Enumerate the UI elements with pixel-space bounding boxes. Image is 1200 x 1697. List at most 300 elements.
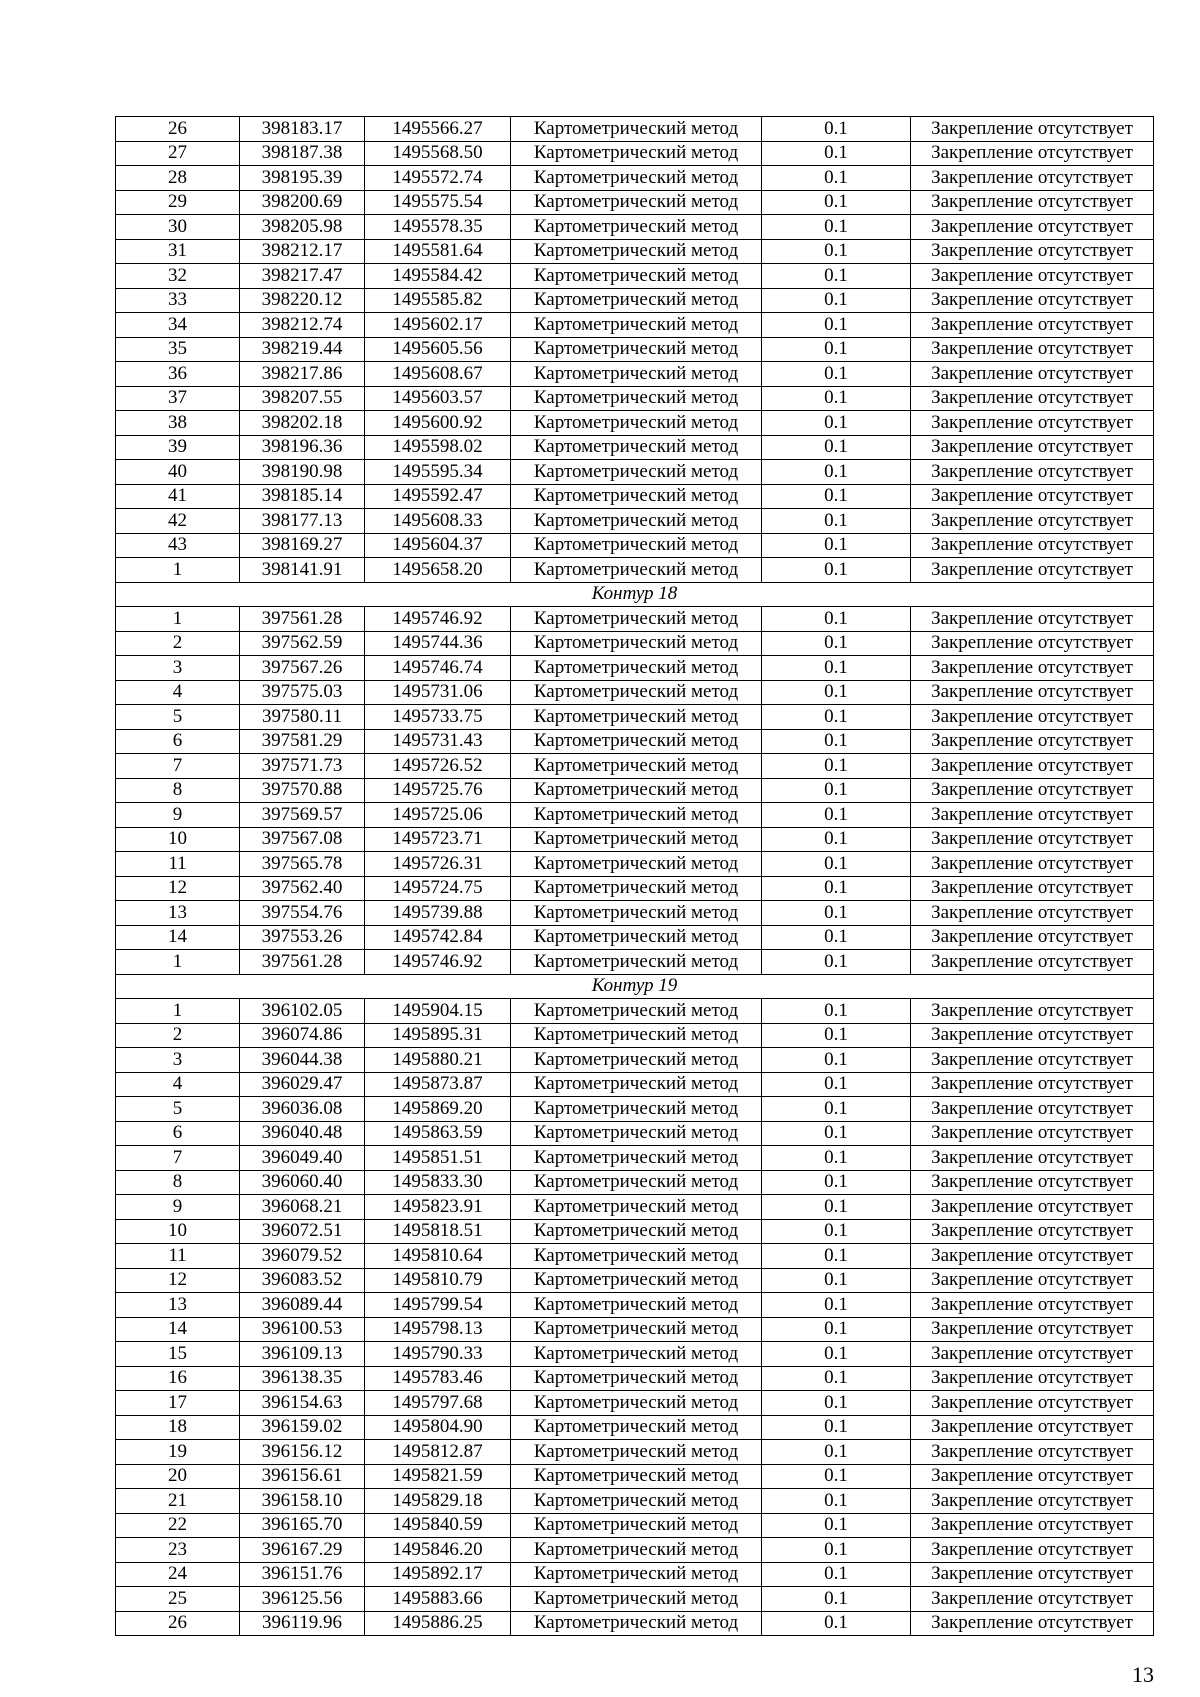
- method-cell: Картометрический метод: [511, 1587, 762, 1612]
- point-number-cell: 14: [116, 1317, 240, 1342]
- y-coordinate-cell: 1495798.13: [365, 1317, 511, 1342]
- fixing-cell: Закрепление отсутствует: [911, 435, 1154, 460]
- precision-cell: 0.1: [762, 1023, 911, 1048]
- point-number-cell: 32: [116, 264, 240, 289]
- table-row: [116, 680, 1154, 705]
- table-row: [116, 411, 1154, 436]
- point-number-cell: 13: [116, 1293, 240, 1318]
- precision-cell: 0.1: [762, 1121, 911, 1146]
- fixing-cell: Закрепление отсутствует: [911, 117, 1154, 142]
- point-number-cell: 8: [116, 778, 240, 803]
- x-coordinate-cell: 396154.63: [240, 1391, 365, 1416]
- point-number-cell: 1: [116, 950, 240, 975]
- x-coordinate-cell: 397554.76: [240, 901, 365, 926]
- method-cell: Картометрический метод: [511, 1146, 762, 1171]
- table-row: [116, 1464, 1154, 1489]
- point-number-cell: 33: [116, 288, 240, 313]
- table-row: [116, 509, 1154, 534]
- point-number-cell: 29: [116, 190, 240, 215]
- precision-cell: 0.1: [762, 435, 911, 460]
- point-number-cell: 20: [116, 1464, 240, 1489]
- x-coordinate-cell: 396049.40: [240, 1146, 365, 1171]
- precision-cell: 0.1: [762, 313, 911, 338]
- point-number-cell: 6: [116, 1121, 240, 1146]
- y-coordinate-cell: 1495733.75: [365, 705, 511, 730]
- precision-cell: 0.1: [762, 1170, 911, 1195]
- precision-cell: 0.1: [762, 1538, 911, 1563]
- x-coordinate-cell: 396151.76: [240, 1562, 365, 1587]
- table-row: [116, 852, 1154, 877]
- fixing-cell: Закрепление отсутствует: [911, 656, 1154, 681]
- precision-cell: 0.1: [762, 411, 911, 436]
- precision-cell: 0.1: [762, 852, 911, 877]
- fixing-cell: Закрепление отсутствует: [911, 803, 1154, 828]
- x-coordinate-cell: 397570.88: [240, 778, 365, 803]
- precision-cell: 0.1: [762, 533, 911, 558]
- fixing-cell: Закрепление отсутствует: [911, 1611, 1154, 1636]
- point-number-cell: 37: [116, 386, 240, 411]
- point-number-cell: 4: [116, 680, 240, 705]
- x-coordinate-cell: 397567.26: [240, 656, 365, 681]
- fixing-cell: Закрепление отсутствует: [911, 754, 1154, 779]
- x-coordinate-cell: 396156.61: [240, 1464, 365, 1489]
- precision-cell: 0.1: [762, 1244, 911, 1269]
- fixing-cell: Закрепление отсутствует: [911, 1538, 1154, 1563]
- method-cell: Картометрический метод: [511, 680, 762, 705]
- fixing-cell: Закрепление отсутствует: [911, 337, 1154, 362]
- table-row: [116, 558, 1154, 583]
- y-coordinate-cell: 1495904.15: [365, 999, 511, 1024]
- precision-cell: 0.1: [762, 1391, 911, 1416]
- point-number-cell: 16: [116, 1366, 240, 1391]
- fixing-cell: Закрепление отсутствует: [911, 680, 1154, 705]
- y-coordinate-cell: 1495575.54: [365, 190, 511, 215]
- y-coordinate-cell: 1495744.36: [365, 631, 511, 656]
- table-row: [116, 141, 1154, 166]
- y-coordinate-cell: 1495602.17: [365, 313, 511, 338]
- x-coordinate-cell: 396068.21: [240, 1195, 365, 1220]
- precision-cell: 0.1: [762, 215, 911, 240]
- fixing-cell: Закрепление отсутствует: [911, 411, 1154, 436]
- precision-cell: 0.1: [762, 264, 911, 289]
- x-coordinate-cell: 397569.57: [240, 803, 365, 828]
- point-number-cell: 34: [116, 313, 240, 338]
- fixing-cell: Закрепление отсутствует: [911, 239, 1154, 264]
- point-number-cell: 24: [116, 1562, 240, 1587]
- precision-cell: 0.1: [762, 1513, 911, 1538]
- precision-cell: 0.1: [762, 190, 911, 215]
- y-coordinate-cell: 1495578.35: [365, 215, 511, 240]
- method-cell: Картометрический метод: [511, 1072, 762, 1097]
- point-number-cell: 42: [116, 509, 240, 534]
- precision-cell: 0.1: [762, 778, 911, 803]
- table-row: [116, 1317, 1154, 1342]
- method-cell: Картометрический метод: [511, 362, 762, 387]
- fixing-cell: Закрепление отсутствует: [911, 1023, 1154, 1048]
- precision-cell: 0.1: [762, 386, 911, 411]
- fixing-cell: Закрепление отсутствует: [911, 288, 1154, 313]
- point-number-cell: 5: [116, 1097, 240, 1122]
- point-number-cell: 10: [116, 1219, 240, 1244]
- x-coordinate-cell: 398195.39: [240, 166, 365, 191]
- point-number-cell: 9: [116, 803, 240, 828]
- table-row: [116, 239, 1154, 264]
- x-coordinate-cell: 398183.17: [240, 117, 365, 142]
- fixing-cell: Закрепление отсутствует: [911, 999, 1154, 1024]
- y-coordinate-cell: 1495603.57: [365, 386, 511, 411]
- table-row: [116, 729, 1154, 754]
- x-coordinate-cell: 396029.47: [240, 1072, 365, 1097]
- table-row: [116, 190, 1154, 215]
- method-cell: Картометрический метод: [511, 1489, 762, 1514]
- y-coordinate-cell: 1495584.42: [365, 264, 511, 289]
- method-cell: Картометрический метод: [511, 803, 762, 828]
- method-cell: Картометрический метод: [511, 1268, 762, 1293]
- precision-cell: 0.1: [762, 901, 911, 926]
- point-number-cell: 11: [116, 852, 240, 877]
- y-coordinate-cell: 1495840.59: [365, 1513, 511, 1538]
- method-cell: Картометрический метод: [511, 876, 762, 901]
- method-cell: Картометрический метод: [511, 1170, 762, 1195]
- table-row: [116, 337, 1154, 362]
- y-coordinate-cell: 1495812.87: [365, 1440, 511, 1465]
- table-row: [116, 1440, 1154, 1465]
- x-coordinate-cell: 396089.44: [240, 1293, 365, 1318]
- table-row: [116, 1366, 1154, 1391]
- precision-cell: 0.1: [762, 337, 911, 362]
- x-coordinate-cell: 398200.69: [240, 190, 365, 215]
- point-number-cell: 36: [116, 362, 240, 387]
- precision-cell: 0.1: [762, 999, 911, 1024]
- table-row: [116, 533, 1154, 558]
- precision-cell: 0.1: [762, 166, 911, 191]
- precision-cell: 0.1: [762, 1195, 911, 1220]
- point-number-cell: 38: [116, 411, 240, 436]
- table-row: [116, 1023, 1154, 1048]
- precision-cell: 0.1: [762, 607, 911, 632]
- table-row: [116, 1342, 1154, 1367]
- method-cell: Картометрический метод: [511, 925, 762, 950]
- table-row: [116, 950, 1154, 975]
- y-coordinate-cell: 1495592.47: [365, 484, 511, 509]
- y-coordinate-cell: 1495731.43: [365, 729, 511, 754]
- precision-cell: 0.1: [762, 1366, 911, 1391]
- table-row: [116, 631, 1154, 656]
- point-number-cell: 3: [116, 1048, 240, 1073]
- x-coordinate-cell: 397580.11: [240, 705, 365, 730]
- point-number-cell: 19: [116, 1440, 240, 1465]
- y-coordinate-cell: 1495823.91: [365, 1195, 511, 1220]
- fixing-cell: Закрепление отсутствует: [911, 1317, 1154, 1342]
- section-row: [116, 582, 1154, 607]
- method-cell: Картометрический метод: [511, 411, 762, 436]
- precision-cell: 0.1: [762, 117, 911, 142]
- x-coordinate-cell: 397561.28: [240, 950, 365, 975]
- method-cell: Картометрический метод: [511, 1562, 762, 1587]
- method-cell: Картометрический метод: [511, 509, 762, 534]
- point-number-cell: 31: [116, 239, 240, 264]
- method-cell: Картометрический метод: [511, 558, 762, 583]
- x-coordinate-cell: 396074.86: [240, 1023, 365, 1048]
- y-coordinate-cell: 1495799.54: [365, 1293, 511, 1318]
- x-coordinate-cell: 397562.59: [240, 631, 365, 656]
- method-cell: Картометрический метод: [511, 1440, 762, 1465]
- y-coordinate-cell: 1495566.27: [365, 117, 511, 142]
- method-cell: Картометрический метод: [511, 656, 762, 681]
- x-coordinate-cell: 396079.52: [240, 1244, 365, 1269]
- method-cell: Картометрический метод: [511, 1342, 762, 1367]
- method-cell: Картометрический метод: [511, 117, 762, 142]
- table-row: [116, 1268, 1154, 1293]
- y-coordinate-cell: 1495746.74: [365, 656, 511, 681]
- table-row: [116, 313, 1154, 338]
- table-row: [116, 1513, 1154, 1538]
- precision-cell: 0.1: [762, 1415, 911, 1440]
- point-number-cell: 26: [116, 1611, 240, 1636]
- x-coordinate-cell: 396156.12: [240, 1440, 365, 1465]
- y-coordinate-cell: 1495804.90: [365, 1415, 511, 1440]
- precision-cell: 0.1: [762, 1146, 911, 1171]
- y-coordinate-cell: 1495726.31: [365, 852, 511, 877]
- y-coordinate-cell: 1495723.71: [365, 827, 511, 852]
- fixing-cell: Закрепление отсутствует: [911, 264, 1154, 289]
- x-coordinate-cell: 397565.78: [240, 852, 365, 877]
- x-coordinate-cell: 398219.44: [240, 337, 365, 362]
- precision-cell: 0.1: [762, 1611, 911, 1636]
- point-number-cell: 27: [116, 141, 240, 166]
- table-row: [116, 1489, 1154, 1514]
- x-coordinate-cell: 398196.36: [240, 435, 365, 460]
- point-number-cell: 14: [116, 925, 240, 950]
- table-row: [116, 876, 1154, 901]
- table-row: [116, 827, 1154, 852]
- x-coordinate-cell: 398212.17: [240, 239, 365, 264]
- method-cell: Картометрический метод: [511, 386, 762, 411]
- point-number-cell: 39: [116, 435, 240, 460]
- method-cell: Картометрический метод: [511, 215, 762, 240]
- y-coordinate-cell: 1495731.06: [365, 680, 511, 705]
- method-cell: Картометрический метод: [511, 778, 762, 803]
- fixing-cell: Закрепление отсутствует: [911, 1121, 1154, 1146]
- precision-cell: 0.1: [762, 362, 911, 387]
- fixing-cell: Закрепление отсутствует: [911, 901, 1154, 926]
- y-coordinate-cell: 1495746.92: [365, 607, 511, 632]
- precision-cell: 0.1: [762, 141, 911, 166]
- x-coordinate-cell: 397553.26: [240, 925, 365, 950]
- table-row: [116, 1121, 1154, 1146]
- page-number: 13: [1132, 1662, 1154, 1687]
- x-coordinate-cell: 396040.48: [240, 1121, 365, 1146]
- fixing-cell: Закрепление отсутствует: [911, 1489, 1154, 1514]
- x-coordinate-cell: 397562.40: [240, 876, 365, 901]
- point-number-cell: 15: [116, 1342, 240, 1367]
- point-number-cell: 4: [116, 1072, 240, 1097]
- y-coordinate-cell: 1495783.46: [365, 1366, 511, 1391]
- fixing-cell: Закрепление отсутствует: [911, 1268, 1154, 1293]
- x-coordinate-cell: 398185.14: [240, 484, 365, 509]
- y-coordinate-cell: 1495829.18: [365, 1489, 511, 1514]
- method-cell: Картометрический метод: [511, 435, 762, 460]
- x-coordinate-cell: 396159.02: [240, 1415, 365, 1440]
- method-cell: Картометрический метод: [511, 950, 762, 975]
- coordinates-table-body: [116, 117, 1154, 1636]
- table-row: [116, 1415, 1154, 1440]
- y-coordinate-cell: 1495821.59: [365, 1464, 511, 1489]
- fixing-cell: Закрепление отсутствует: [911, 1072, 1154, 1097]
- point-number-cell: 2: [116, 1023, 240, 1048]
- x-coordinate-cell: 396119.96: [240, 1611, 365, 1636]
- fixing-cell: Закрепление отсутствует: [911, 876, 1154, 901]
- point-number-cell: 10: [116, 827, 240, 852]
- point-number-cell: 6: [116, 729, 240, 754]
- fixing-cell: Закрепление отсутствует: [911, 607, 1154, 632]
- method-cell: Картометрический метод: [511, 1538, 762, 1563]
- fixing-cell: Закрепление отсутствует: [911, 558, 1154, 583]
- point-number-cell: 23: [116, 1538, 240, 1563]
- fixing-cell: Закрепление отсутствует: [911, 1293, 1154, 1318]
- point-number-cell: 9: [116, 1195, 240, 1220]
- method-cell: Картометрический метод: [511, 1366, 762, 1391]
- x-coordinate-cell: 396167.29: [240, 1538, 365, 1563]
- precision-cell: 0.1: [762, 484, 911, 509]
- table-row: [116, 166, 1154, 191]
- y-coordinate-cell: 1495846.20: [365, 1538, 511, 1563]
- table-row: [116, 484, 1154, 509]
- point-number-cell: 18: [116, 1415, 240, 1440]
- fixing-cell: Закрепление отсутствует: [911, 1366, 1154, 1391]
- coordinates-table: [115, 116, 1154, 1636]
- x-coordinate-cell: 396102.05: [240, 999, 365, 1024]
- y-coordinate-cell: 1495895.31: [365, 1023, 511, 1048]
- table-row: [116, 1048, 1154, 1073]
- y-coordinate-cell: 1495572.74: [365, 166, 511, 191]
- point-number-cell: 25: [116, 1587, 240, 1612]
- precision-cell: 0.1: [762, 950, 911, 975]
- fixing-cell: Закрепление отсутствует: [911, 778, 1154, 803]
- x-coordinate-cell: 398169.27: [240, 533, 365, 558]
- table-row: [116, 656, 1154, 681]
- point-number-cell: 12: [116, 876, 240, 901]
- x-coordinate-cell: 396165.70: [240, 1513, 365, 1538]
- point-number-cell: 22: [116, 1513, 240, 1538]
- table-row: [116, 215, 1154, 240]
- precision-cell: 0.1: [762, 1219, 911, 1244]
- y-coordinate-cell: 1495581.64: [365, 239, 511, 264]
- precision-cell: 0.1: [762, 631, 911, 656]
- precision-cell: 0.1: [762, 1342, 911, 1367]
- precision-cell: 0.1: [762, 558, 911, 583]
- fixing-cell: Закрепление отсутствует: [911, 1146, 1154, 1171]
- point-number-cell: 2: [116, 631, 240, 656]
- y-coordinate-cell: 1495746.92: [365, 950, 511, 975]
- table-row: [116, 1587, 1154, 1612]
- method-cell: Картометрический метод: [511, 1317, 762, 1342]
- y-coordinate-cell: 1495886.25: [365, 1611, 511, 1636]
- method-cell: Картометрический метод: [511, 141, 762, 166]
- table-row: [116, 1244, 1154, 1269]
- fixing-cell: Закрепление отсутствует: [911, 1170, 1154, 1195]
- x-coordinate-cell: 398190.98: [240, 460, 365, 485]
- y-coordinate-cell: 1495725.06: [365, 803, 511, 828]
- method-cell: Картометрический метод: [511, 607, 762, 632]
- point-number-cell: 17: [116, 1391, 240, 1416]
- precision-cell: 0.1: [762, 803, 911, 828]
- fixing-cell: Закрепление отсутствует: [911, 852, 1154, 877]
- y-coordinate-cell: 1495600.92: [365, 411, 511, 436]
- method-cell: Картометрический метод: [511, 754, 762, 779]
- x-coordinate-cell: 398202.18: [240, 411, 365, 436]
- table-row: [116, 803, 1154, 828]
- method-cell: Картометрический метод: [511, 852, 762, 877]
- point-number-cell: 1: [116, 607, 240, 632]
- precision-cell: 0.1: [762, 1072, 911, 1097]
- precision-cell: 0.1: [762, 705, 911, 730]
- point-number-cell: 40: [116, 460, 240, 485]
- point-number-cell: 8: [116, 1170, 240, 1195]
- y-coordinate-cell: 1495810.64: [365, 1244, 511, 1269]
- fixing-cell: Закрепление отсутствует: [911, 705, 1154, 730]
- table-row: [116, 1219, 1154, 1244]
- x-coordinate-cell: 398217.86: [240, 362, 365, 387]
- point-number-cell: 21: [116, 1489, 240, 1514]
- method-cell: Картометрический метод: [511, 1219, 762, 1244]
- y-coordinate-cell: 1495869.20: [365, 1097, 511, 1122]
- y-coordinate-cell: 1495658.20: [365, 558, 511, 583]
- method-cell: Картометрический метод: [511, 999, 762, 1024]
- fixing-cell: Закрепление отсутствует: [911, 1097, 1154, 1122]
- method-cell: Картометрический метод: [511, 1048, 762, 1073]
- y-coordinate-cell: 1495725.76: [365, 778, 511, 803]
- fixing-cell: Закрепление отсутствует: [911, 950, 1154, 975]
- precision-cell: 0.1: [762, 729, 911, 754]
- fixing-cell: Закрепление отсутствует: [911, 509, 1154, 534]
- x-coordinate-cell: 398141.91: [240, 558, 365, 583]
- precision-cell: 0.1: [762, 876, 911, 901]
- fixing-cell: Закрепление отсутствует: [911, 1342, 1154, 1367]
- x-coordinate-cell: 396060.40: [240, 1170, 365, 1195]
- method-cell: Картометрический метод: [511, 1121, 762, 1146]
- table-row: [116, 1562, 1154, 1587]
- precision-cell: 0.1: [762, 1268, 911, 1293]
- y-coordinate-cell: 1495605.56: [365, 337, 511, 362]
- method-cell: Картометрический метод: [511, 1391, 762, 1416]
- x-coordinate-cell: 398217.47: [240, 264, 365, 289]
- x-coordinate-cell: 397561.28: [240, 607, 365, 632]
- fixing-cell: Закрепление отсутствует: [911, 1219, 1154, 1244]
- fixing-cell: Закрепление отсутствует: [911, 215, 1154, 240]
- x-coordinate-cell: 396125.56: [240, 1587, 365, 1612]
- fixing-cell: Закрепление отсутствует: [911, 484, 1154, 509]
- x-coordinate-cell: 398207.55: [240, 386, 365, 411]
- y-coordinate-cell: 1495585.82: [365, 288, 511, 313]
- precision-cell: 0.1: [762, 239, 911, 264]
- precision-cell: 0.1: [762, 288, 911, 313]
- table-row: [116, 901, 1154, 926]
- point-number-cell: 26: [116, 117, 240, 142]
- table-row: [116, 117, 1154, 142]
- fixing-cell: Закрепление отсутствует: [911, 1244, 1154, 1269]
- point-number-cell: 13: [116, 901, 240, 926]
- y-coordinate-cell: 1495892.17: [365, 1562, 511, 1587]
- y-coordinate-cell: 1495726.52: [365, 754, 511, 779]
- x-coordinate-cell: 396138.35: [240, 1366, 365, 1391]
- y-coordinate-cell: 1495739.88: [365, 901, 511, 926]
- x-coordinate-cell: 398177.13: [240, 509, 365, 534]
- x-coordinate-cell: 397575.03: [240, 680, 365, 705]
- point-number-cell: 3: [116, 656, 240, 681]
- method-cell: Картометрический метод: [511, 1293, 762, 1318]
- point-number-cell: 41: [116, 484, 240, 509]
